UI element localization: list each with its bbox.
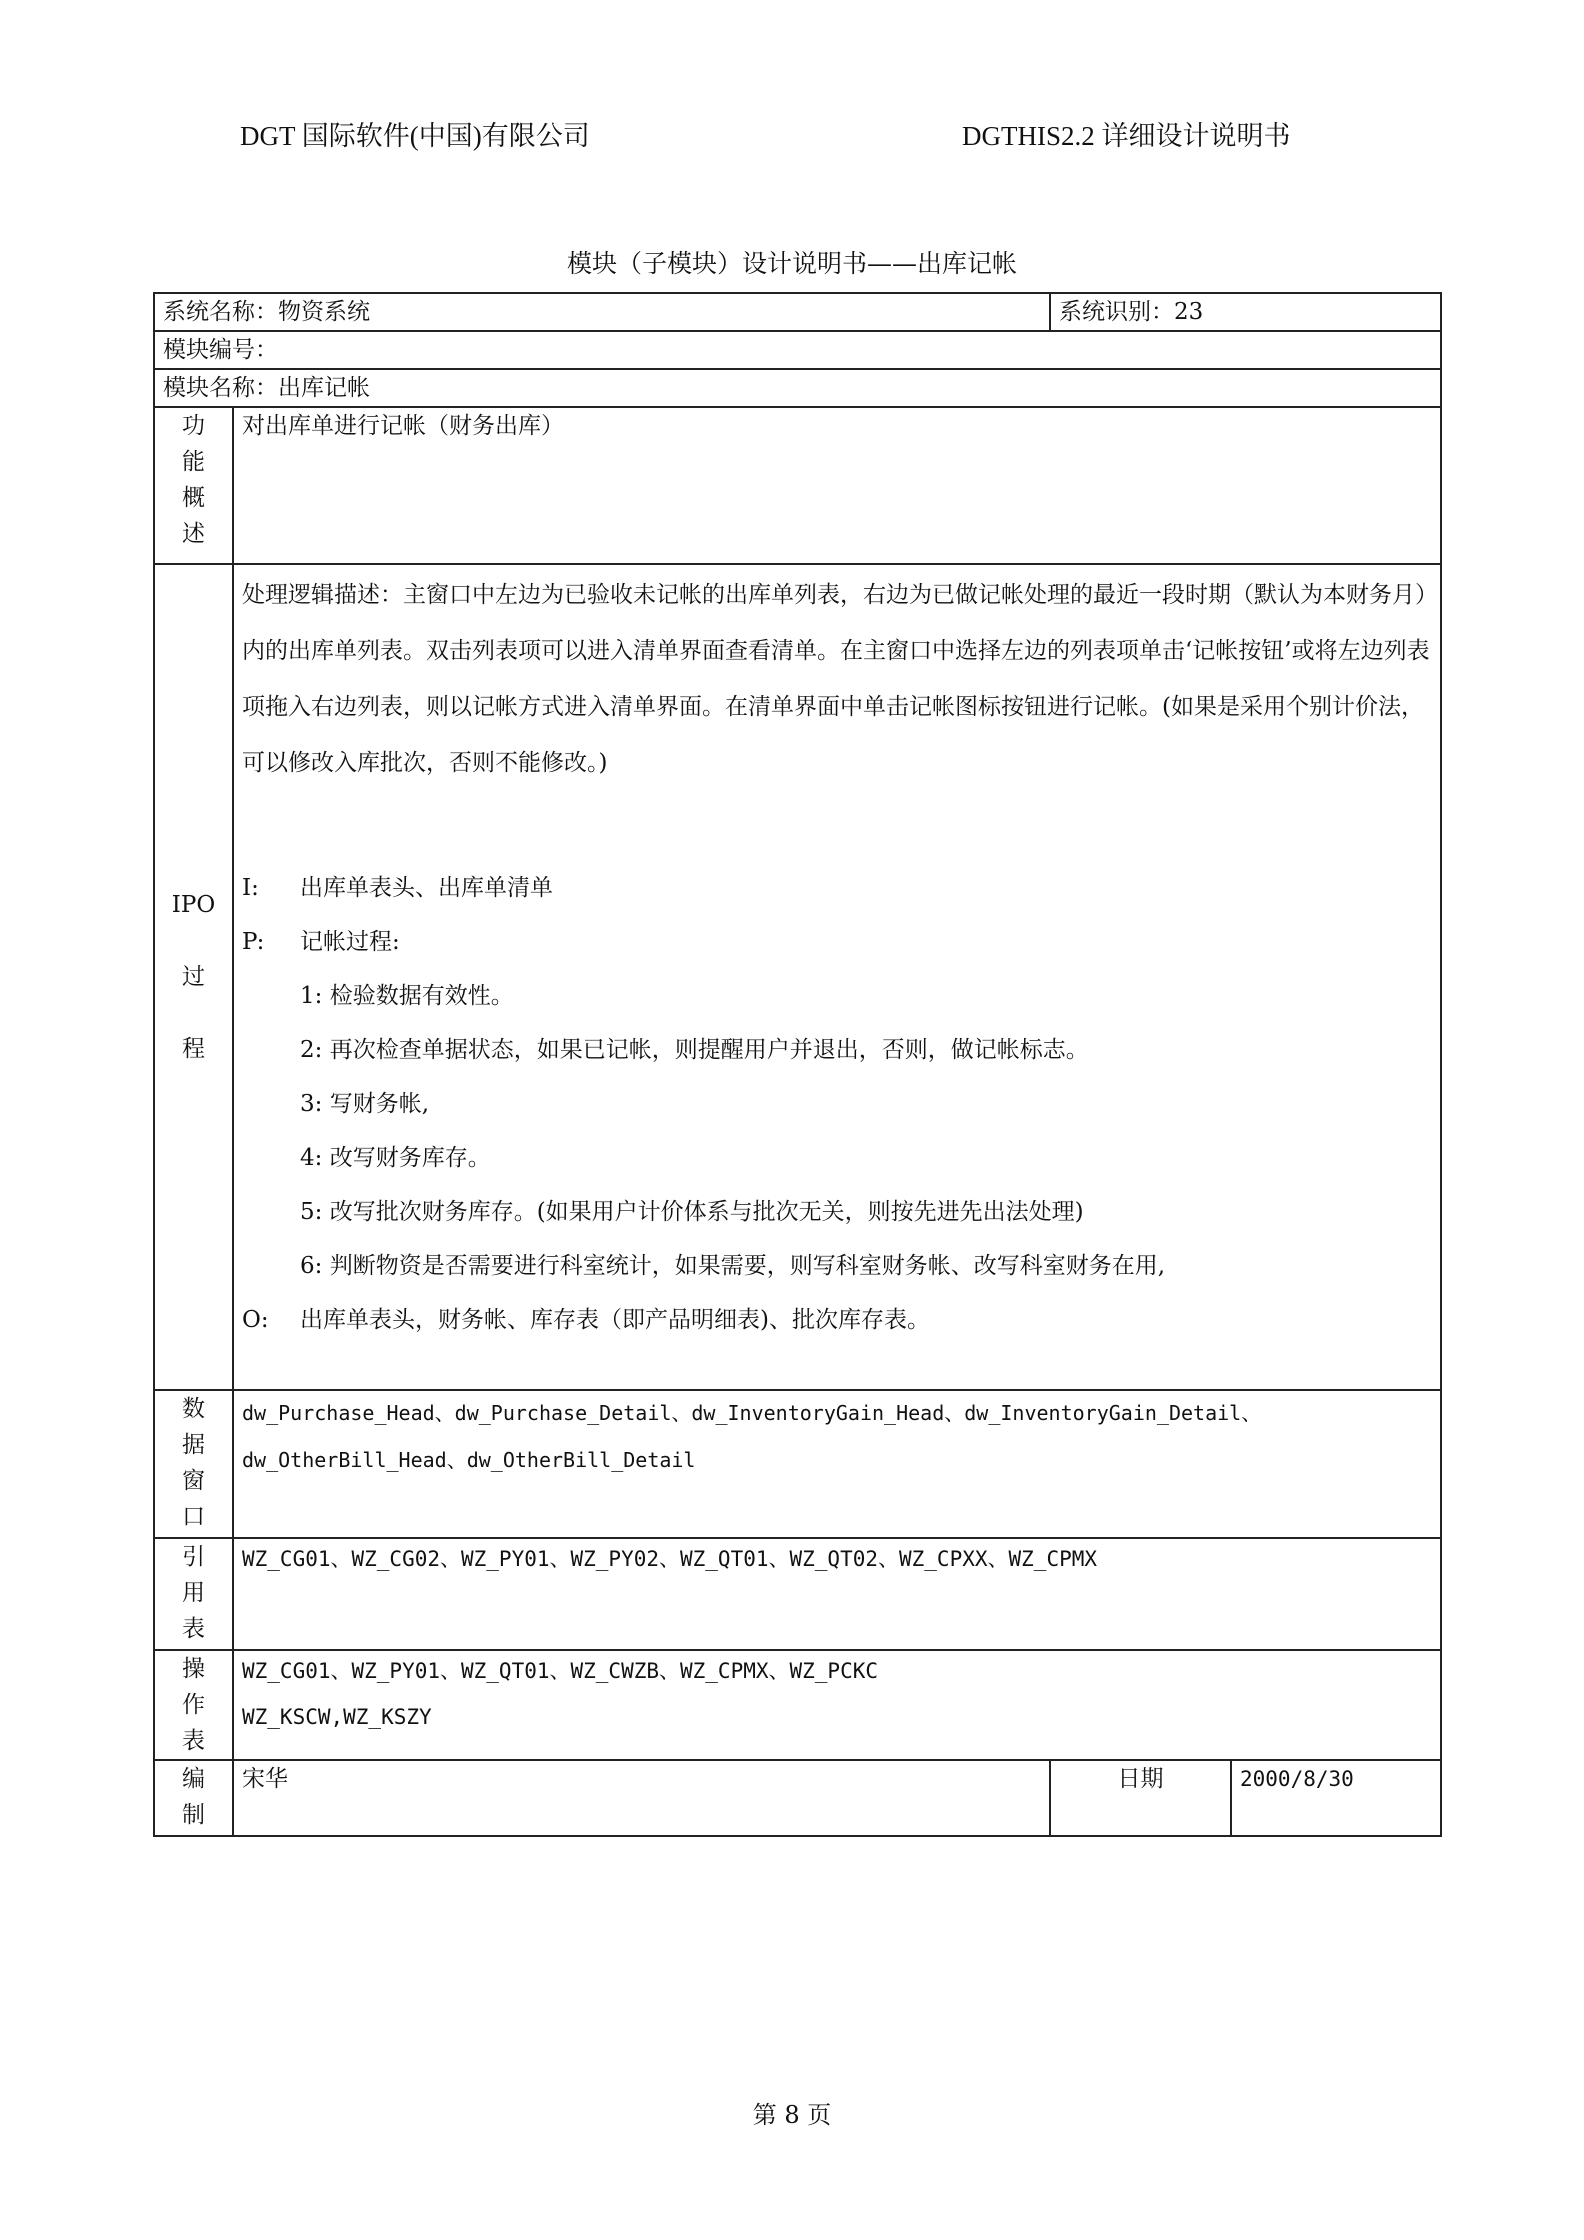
reference-table-label-cell bbox=[154, 1538, 233, 1650]
operation-table-line-1: WZ_CG01、WZ_PY01、WZ_QT01、WZ_CWZB、WZ_CPMX、WZ_PCKC bbox=[242, 1659, 879, 1683]
operation-table-label: 操作表 bbox=[182, 1656, 205, 1754]
document-title: 模块（子模块）设计说明书——出库记帐 bbox=[566, 249, 1017, 278]
ipo-content-cell bbox=[233, 564, 1441, 1390]
ipo-input-row bbox=[242, 861, 1432, 915]
data-window-label-cell bbox=[154, 1390, 233, 1538]
header-doc-name: DGTHIS2.2 详细设计说明书 bbox=[962, 121, 1291, 151]
operation-table-cell bbox=[233, 1650, 1441, 1760]
summary-label: 功能概述 bbox=[182, 413, 205, 547]
operation-table-line-2: WZ_KSCW,WZ_KSZY bbox=[242, 1705, 432, 1729]
module-number-cell: 模块编号： bbox=[154, 331, 1441, 369]
date-label-cell: 日期 bbox=[1050, 1760, 1231, 1836]
ipo-label-1: IPO bbox=[171, 892, 216, 918]
ipo-output-text: 出库单表头，财务帐、库存表（即产品明细表)、批次库存表。 bbox=[300, 1307, 930, 1333]
header-company: DGT 国际软件(中国)有限公司 bbox=[240, 121, 590, 151]
ipo-process-row bbox=[242, 915, 1432, 969]
design-form-table bbox=[153, 292, 1442, 1837]
ipo-step-4: 4: 改写财务库存。 bbox=[300, 1145, 491, 1171]
ipo-list bbox=[242, 861, 1432, 1347]
data-window-label: 数据窗口 bbox=[182, 1396, 205, 1530]
ipo-input-tag: I: bbox=[242, 875, 259, 901]
date-cell: 2000/8/30 bbox=[1231, 1760, 1441, 1836]
author-label: 编制 bbox=[182, 1766, 205, 1828]
ipo-label-cell bbox=[154, 564, 233, 1390]
ipo-step-5: 5: 改写批次财务库存。(如果用户计价体系与批次无关，则按先进先出法处理) bbox=[300, 1199, 1084, 1225]
system-name-cell: 系统名称：物资系统 bbox=[154, 293, 1050, 331]
summary-label-cell bbox=[154, 407, 233, 564]
data-window-line-1: dw_Purchase_Head、dw_Purchase_Detail、dw_InventoryGain_Head、dw_InventoryGain_Detail、 bbox=[242, 1401, 1262, 1425]
data-window-line-2: dw_OtherBill_Head、dw_OtherBill_Detail bbox=[242, 1448, 696, 1472]
ipo-label-3: 程 bbox=[182, 1036, 205, 1062]
data-window-cell bbox=[233, 1390, 1441, 1538]
summary-text-cell: 对出库单进行记帐（财务出库） bbox=[233, 407, 1441, 564]
ipo-step-2: 2: 再次检查单据状态，如果已记帐，则提醒用户并退出，否则，做记帐标志。 bbox=[300, 1037, 1089, 1063]
ipo-input-text: 出库单表头、出库单清单 bbox=[300, 875, 553, 901]
reference-table-label: 引用表 bbox=[182, 1544, 205, 1642]
author-cell: 宋华 bbox=[233, 1760, 1050, 1836]
ipo-output-row bbox=[242, 1293, 1432, 1347]
system-id-cell: 系统识别：23 bbox=[1050, 293, 1441, 331]
author-label-cell bbox=[154, 1760, 233, 1836]
ipo-label-2: 过 bbox=[182, 964, 205, 990]
ipo-step-1: 1: 检验数据有效性。 bbox=[300, 983, 514, 1009]
ipo-description: 处理逻辑描述：主窗口中左边为已验收未记帐的出库单列表，右边为已做记帐处理的最近一段时期（默认为本财务月）内的出库单列表。双击列表项可以进入清单界面查看清单。在主窗口中选择左边的列表项单击‘记帐按钮’或将左边列表项拖入右边列表，则以记帐方式进入清单界面。在清单界面中单击记帐图标按钮进行记帐。(如果是采用个别计价法，可以修改入库批次，否则不能修改。) bbox=[242, 582, 1430, 776]
ipo-step-6: 6: 判断物资是否需要进行科室统计，如果需要，则写科室财务帐、改写科室财务在用, bbox=[300, 1253, 1166, 1279]
reference-table-cell: WZ_CG01、WZ_CG02、WZ_PY01、WZ_PY02、WZ_QT01、WZ_QT02、WZ_CPXX、WZ_CPMX bbox=[233, 1538, 1441, 1650]
ipo-process-text: 记帐过程: bbox=[300, 929, 400, 955]
ipo-step-3: 3: 写财务帐, bbox=[300, 1091, 430, 1117]
operation-table-label-cell bbox=[154, 1650, 233, 1760]
ipo-output-tag: O: bbox=[242, 1307, 269, 1333]
page-number: 第 8 页 bbox=[752, 2101, 832, 2129]
module-name-cell: 模块名称：出库记帐 bbox=[154, 369, 1441, 407]
ipo-process-tag: P: bbox=[242, 929, 265, 955]
